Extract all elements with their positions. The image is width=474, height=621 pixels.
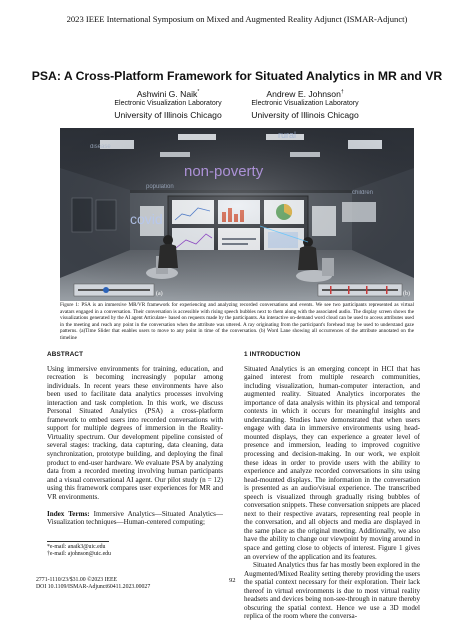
page-number: 92 xyxy=(229,577,236,584)
page-footer xyxy=(36,577,150,591)
vr-room-scene xyxy=(60,128,414,301)
right-column xyxy=(244,351,420,621)
figure-caption xyxy=(60,302,414,342)
author-university: University of Illinois Chicago xyxy=(114,109,222,120)
introduction-heading xyxy=(244,351,420,360)
author-block-1 xyxy=(108,87,228,120)
panel-label-a: (a) xyxy=(156,291,163,297)
word-cloud-term[interactable]: population xyxy=(146,184,174,190)
word-cloud-term[interactable]: covid xyxy=(130,211,163,227)
time-slider-handle[interactable] xyxy=(103,287,109,293)
introduction-heading-text: 1 INTRODUCTION xyxy=(244,351,301,358)
index-terms-text: Immersive Analytics—Situated Analytics—Visualization techniques—Human-centered computing; xyxy=(47,509,223,527)
footnote-rule xyxy=(47,541,109,542)
author-affiliation: Electronic Visualization Laboratory xyxy=(114,100,222,108)
footnote-email-1: *e-mail: anaik3@uic.edu xyxy=(47,544,106,550)
author-affiliation: Electronic Visualization Laboratory xyxy=(251,100,359,108)
word-cloud-term[interactable]: non-poverty xyxy=(184,163,264,180)
abstract-heading-text: ABSTRACT xyxy=(47,351,84,358)
caption-text: Figure 1: PSA is an immersive MR/VR framework for experiencing and analyzing recorded conversations and events. We see two participants represented as virtual avatars engaged in a conversation. Their conversation is accessible with rising speech bubbles next to them along with the associated audio. The display screen shows the visualizations generated by the AI agent Articulate+ based on requests made by the participants. An interactive on-demand word cloud can be used to access attributes used in the meeting and reach any point in the conversation when the attribute was uttered. A ray originating from the participant's forehead may be used to understand gaze patterns. (a)Time Slider that enables users to move to any point in time of the conversation. (b) Word Lane showing all occurrences of the attribute annotated on the timeline xyxy=(60,302,414,341)
word-cloud-term[interactable]: children xyxy=(352,190,374,196)
panel-label-b: (b) xyxy=(403,291,410,297)
word-cloud-term[interactable]: disease xyxy=(90,144,111,150)
teaser-figure xyxy=(60,128,414,301)
index-terms xyxy=(47,510,223,527)
author-block-2 xyxy=(245,87,365,120)
index-terms-label: Index Terms: xyxy=(47,509,90,518)
paper-title: PSA: A Cross-Platform Framework for Situated Analytics in MR and VR xyxy=(31,69,443,83)
introduction-paragraph: Situated Analytics is an emerging concept in HCI that has gained interest from multiple research communities, including visualization, human-computer interaction, and augmented reality. Situated Analytics incorporates the importance of data analysis within its physical and temporal contexts in which it occurs for meaningful insights and understanding. Studies have demonstrated that when users engage with data in immersive environments using head-mounted displays, they can experience a greater level of presence and immersion, leading to improved cognitive processing and decision-making. In our work, we exploit these ideas in order to provide users with the ability to experience and analyze recorded conversations in situ using head-mounted displays. The information in the conversation is presented as an audio/visual experience. The transcribed speech is visualized through gradually rising bubbles of conversation snippets. These conversation snippets are placed next to their respective avatars, representing real people in the conversation, and all objects and media are displayed in the same place as the original meeting. Additionally, we also have the ability to change our viewpoint by moving around in space and getting close to objects of interest. Figure 1 gives an overview of the application and its features. xyxy=(244,364,420,561)
left-column xyxy=(47,351,223,527)
author-university: University of Illinois Chicago xyxy=(251,109,359,120)
footnote-email-2: †e-mail: ajohnson@uic.edu xyxy=(47,551,111,558)
conference-header: 2023 IEEE International Symposium on Mixed and Augmented Reality Adjunct (ISMAR-Adjunct) xyxy=(66,14,408,24)
abstract-text: Using immersive environments for training, education, and recreation is becoming increasingly popular among individuals. In recent years these environments have also been used to facilitate data analytics processes involving interaction and task completion. In this work, we discuss Personal Situated Analytics (PSA) a cross-platform framework to embed users into recorded conversations with support for multiple degrees of immersion in the Reality-Virtuality spectrum. Our development pipeline consisted of several stages: tracking, data capturing, data cleaning, data synchronization, prototype building, and deploying the final product to end-user hardware. We evaluate PSA by analyzing data from a recorded meeting involving human participants and a visual conversational AI agent. Our pilot study (n = 12) using this framework compares user experiences for MR and VR environments. xyxy=(47,364,223,501)
author-name: Ashwini G. Naik xyxy=(136,88,198,99)
author-mark: † xyxy=(340,89,344,95)
footnotes xyxy=(47,544,223,559)
footer-issn: 2771-1110/23/$31.00 ©2023 IEEE xyxy=(36,577,118,583)
introduction-paragraph: Situated Analytics thus far has mostly been explored in the Augmented/Mixed Reality setting thereby providing the users the spatial context necessary for their exploration. Their lack thereof in virtual environments is due to most virtual reality headsets and devices being non-see-through in nature thereby obscuring the spatial context. Hence we use a 3D model replica of the room where the conversa- xyxy=(244,561,420,621)
word-cloud-term[interactable]: rural xyxy=(278,130,297,140)
author-name: Andrew E. Johnson xyxy=(266,88,341,99)
footer-doi: DOI 10.1109/ISMAR-Adjunct60411.2023.00027 xyxy=(36,584,151,591)
abstract-heading xyxy=(47,351,223,360)
author-mark: * xyxy=(197,89,200,95)
